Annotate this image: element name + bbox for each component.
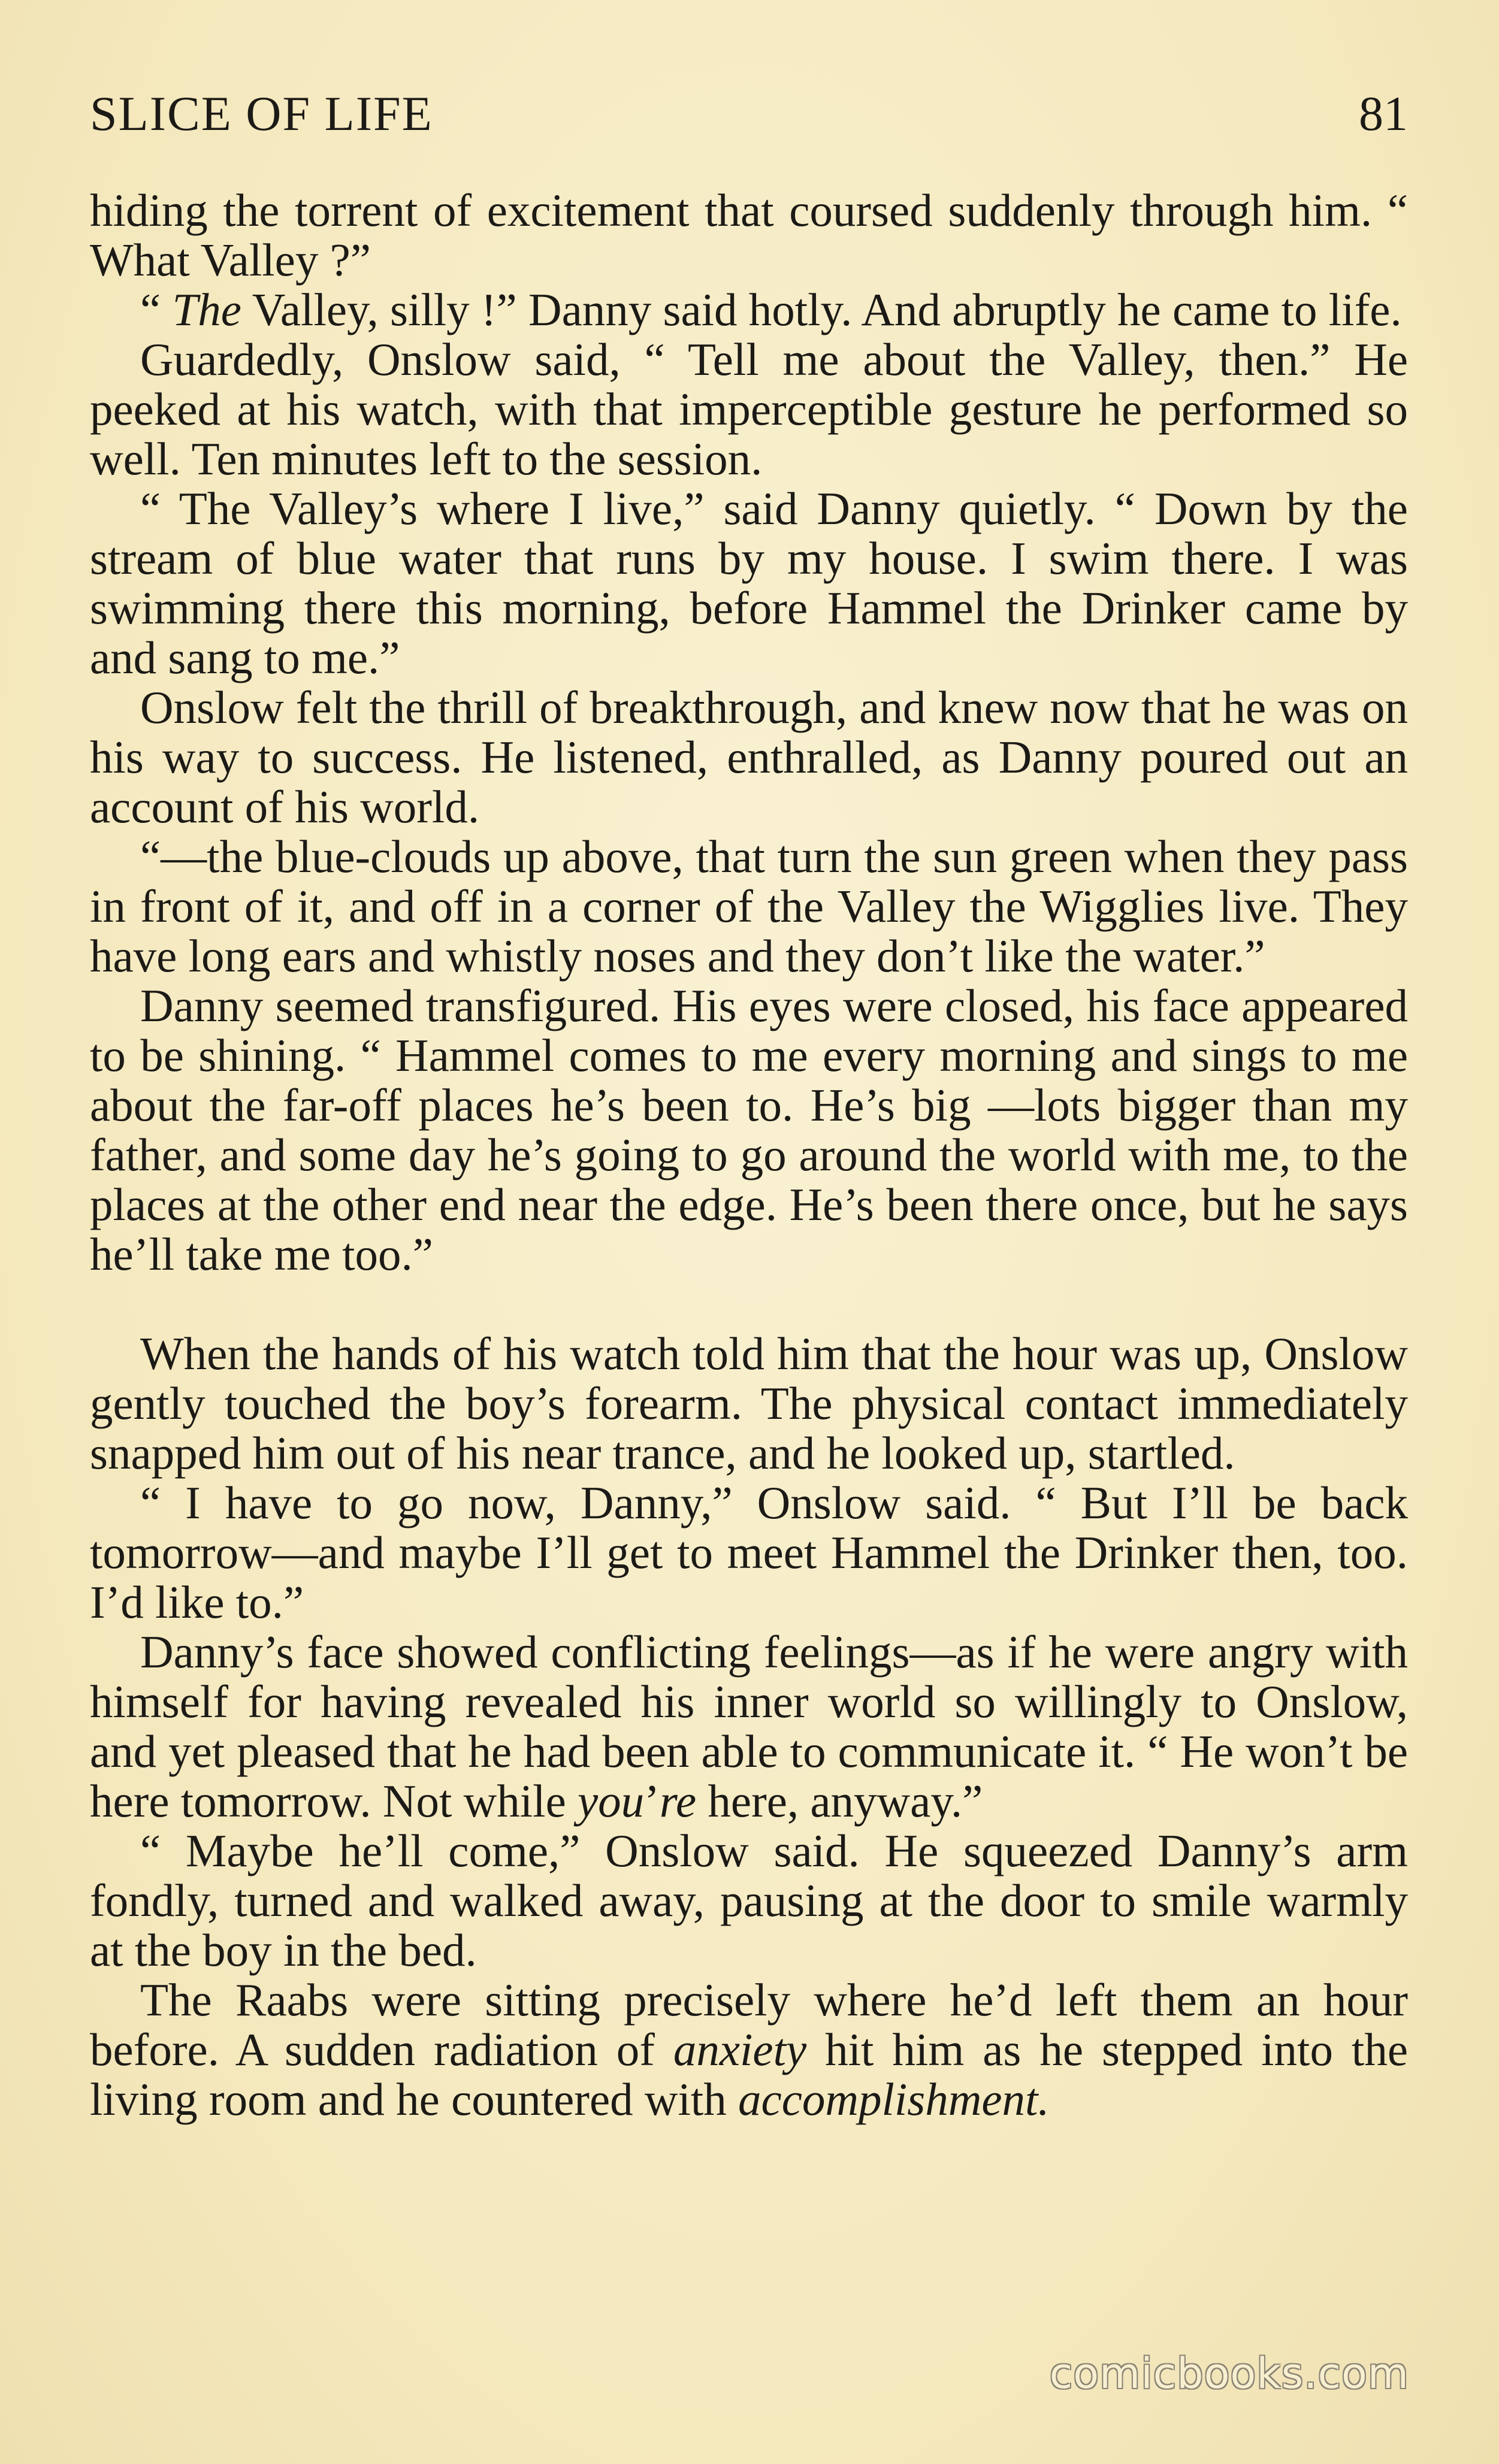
paragraph: [90, 484, 1408, 683]
section-break: [90, 1279, 1408, 1329]
italic-text: The: [172, 284, 241, 335]
running-head: SLICE OF LIFE: [90, 86, 433, 141]
text-run: “ Maybe he’ll come,” Onslow said. He squeezed Danny’s arm fondly, turned and walked away, pausing at the door to smile warmly at the boy in the bed.: [90, 1825, 1408, 1976]
body-text: [90, 186, 1408, 2124]
text-run: hit him as he stepped into the living room and he countered with: [90, 2024, 1408, 2125]
watermark-logo: comicbooks.com: [1049, 2349, 1409, 2398]
page-number: 81: [1359, 86, 1408, 141]
text-run: hiding the torrent of excitement that coursed suddenly through him. “ What Valley ?”: [90, 184, 1408, 286]
paragraph: [90, 1478, 1408, 1627]
text-run: Danny’s face showed conflicting feelings—as if he were angry with himself for having revealed his inner world so willingly to Onslow, and yet pleased that he had been able to communicate it. “ He won’t be here tomorrow. Not while: [90, 1626, 1408, 1827]
page-header: [90, 84, 1408, 144]
paragraph: [90, 1329, 1408, 1478]
text-run: The Raabs were sitting precisely where he’d left them an hour before. A sudden radiation of: [90, 1974, 1408, 2075]
paragraph: [90, 981, 1408, 1279]
italic-text: you: [578, 1775, 645, 1827]
text-run: Valley, silly !” Danny said hotly. And abruptly he came to life.: [241, 284, 1402, 335]
text-run: Guardedly, Onslow said, “ Tell me about the Valley, then.” He peeked at his watch, with that imperceptible gesture he performed so well. Ten minutes left to the session.: [90, 334, 1408, 485]
book-page: [90, 0, 1408, 2464]
paragraph: [90, 1975, 1408, 2124]
paragraph: [90, 1826, 1408, 1975]
text-run: Onslow felt the thrill of breakthrough, and knew now that he was on his way to success. He listened, enthralled, as Danny poured out an account of his world.: [90, 682, 1408, 833]
text-run: “ The Valley’s where I live,” said Danny quietly. “ Down by the stream of blue water that runs by my house. I swim there. I was swimming there this morning, before Hammel the Drinker came by and sang to me.”: [90, 483, 1408, 683]
paragraph: [90, 335, 1408, 484]
text-run: “ I have to go now, Danny,” Onslow said. “ But I’ll be back tomorrow—and maybe I’ll get to meet Hammel the Drinker then, too. I’d like to.”: [90, 1477, 1408, 1628]
italic-text: anxiety: [673, 2024, 807, 2075]
text-run: ’: [644, 1775, 660, 1827]
paragraph: [90, 1627, 1408, 1826]
paragraph: [90, 832, 1408, 981]
italic-text: re: [659, 1775, 697, 1827]
italic-text: accomplishment.: [738, 2073, 1050, 2125]
text-run: here, anyway.”: [696, 1775, 983, 1827]
text-run: When the hands of his watch told him that the hour was up, Onslow gently touched the boy’s forearm. The physical contact immediately snapped him out of his near trance, and he looked up, startled.: [90, 1328, 1408, 1479]
paragraph: [90, 186, 1408, 285]
paragraph: [90, 285, 1408, 335]
text-run: Danny seemed transfigured. His eyes were closed, his face appeared to be shining. “ Hammel comes to me every morning and sings to me about the far-off places he’s been to. He’s big —lots bigger than my father, and some day he’s going to go around the world with me, to the places at the other end near the edge. He’s been there once, but he says he’ll take me too.”: [90, 980, 1408, 1280]
text-run: “: [140, 284, 173, 335]
text-run: “—the blue-clouds up above, that turn the sun green when they pass in front of it, and off in a corner of the Valley the Wigglies live. They have long ears and whistly noses and they don’t like the water.”: [90, 831, 1408, 982]
paragraph: [90, 683, 1408, 832]
